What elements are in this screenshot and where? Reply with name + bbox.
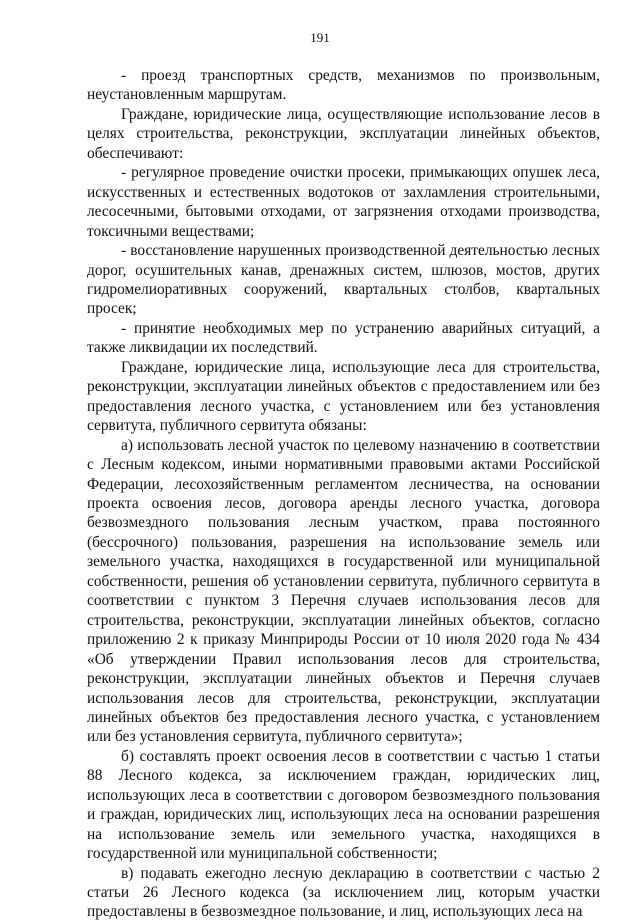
document-body xyxy=(87,66,600,922)
paragraph-emergency: - принятие необходимых мер по устранению аварийных ситуаций, а также ликвидации их последствий. xyxy=(87,319,600,357)
paragraph-movement-restriction: - проезд транспортных средств, механизмов по произвольным, неустановленным маршрутам. xyxy=(87,67,600,104)
paragraph-obligations-intro: Граждане, юридические лица, осуществляющие использование лесов в целях строительства, реконструкции, эксплуатации линейных объектов, обеспечивают: xyxy=(87,105,600,162)
paragraph-item-b: б) составлять проект освоения лесов в соответствии с частью 1 статьи 88 Лесного кодекса, за исключением граждан, юридических лиц, использующих леса в соответствии с договором безвозмездного пользования и граждан, юридических лиц, использующих леса на основании разрешения на использование земель или земельного участка, находящихся в государственной или муниципальной собственности; xyxy=(87,747,600,863)
page-number: 191 xyxy=(310,30,330,45)
paragraph-item-a: а) использовать лесной участок по целевому назначению в соответствии с Лесным кодексом, иными нормативными правовыми актами Российской Федерации, лесохозяйственным регламентом лесничества, на основании проекта освоения лесов, договора аренды лесного участка, договора безвозмездного пользования лесным участком, права постоянного (бессрочного) пользования, разрешения на использование земель или земельного участка, находящихся в государственной или муниципальной собственности, решения об установлении сервитута, публичного сервитута в соответствии с пунктом 3 Перечня случаев использования лесов для строительства, реконструкции, эксплуатации линейных объектов, согласно приложению 2 к приказу Минприроды России от 10 июля 2020 года № 434 «Об утверждении Правил использования лесов для строительства, реконструкции, эксплуатации линейных объектов и Перечня случаев использования лесов для строительства, реконструкции, эксплуатации линейных объектов без предоставления лесного участка, с установлением или без установления сервитута, публичного сервитута»; xyxy=(87,436,600,746)
paragraph-restoration: - восстановление нарушенных производственной деятельностью лесных дорог, осушительных канав, дренажных систем, шлюзов, мостов, других гидромелиоративных сооружений, квартальных столбов, квартальных просек; xyxy=(87,242,600,318)
paragraph-obliged-parties: Граждане, юридические лица, использующие леса для строительства, реконструкции, эксплуатации линейных объектов с предоставлением или без предоставления лесного участка, с установлением или без установления сервитута, публичного сервитута обязаны: xyxy=(87,358,600,435)
paragraph-item-v: в) подавать ежегодно лесную декларацию в соответствии с частью 2 статьи 26 Лесного кодекса (за исключением лиц, которым участки предоставлены в безвозмездное пользование, и лиц, использующих леса на xyxy=(87,864,600,921)
paragraph-clearing: - регулярное проведение очистки просеки, примыкающих опушек леса, искусственных и естественных водотоков от захламления строительными, лесосечными, бытовыми отходами, от загрязнения отходами производства, токсичными веществами; xyxy=(87,164,600,240)
